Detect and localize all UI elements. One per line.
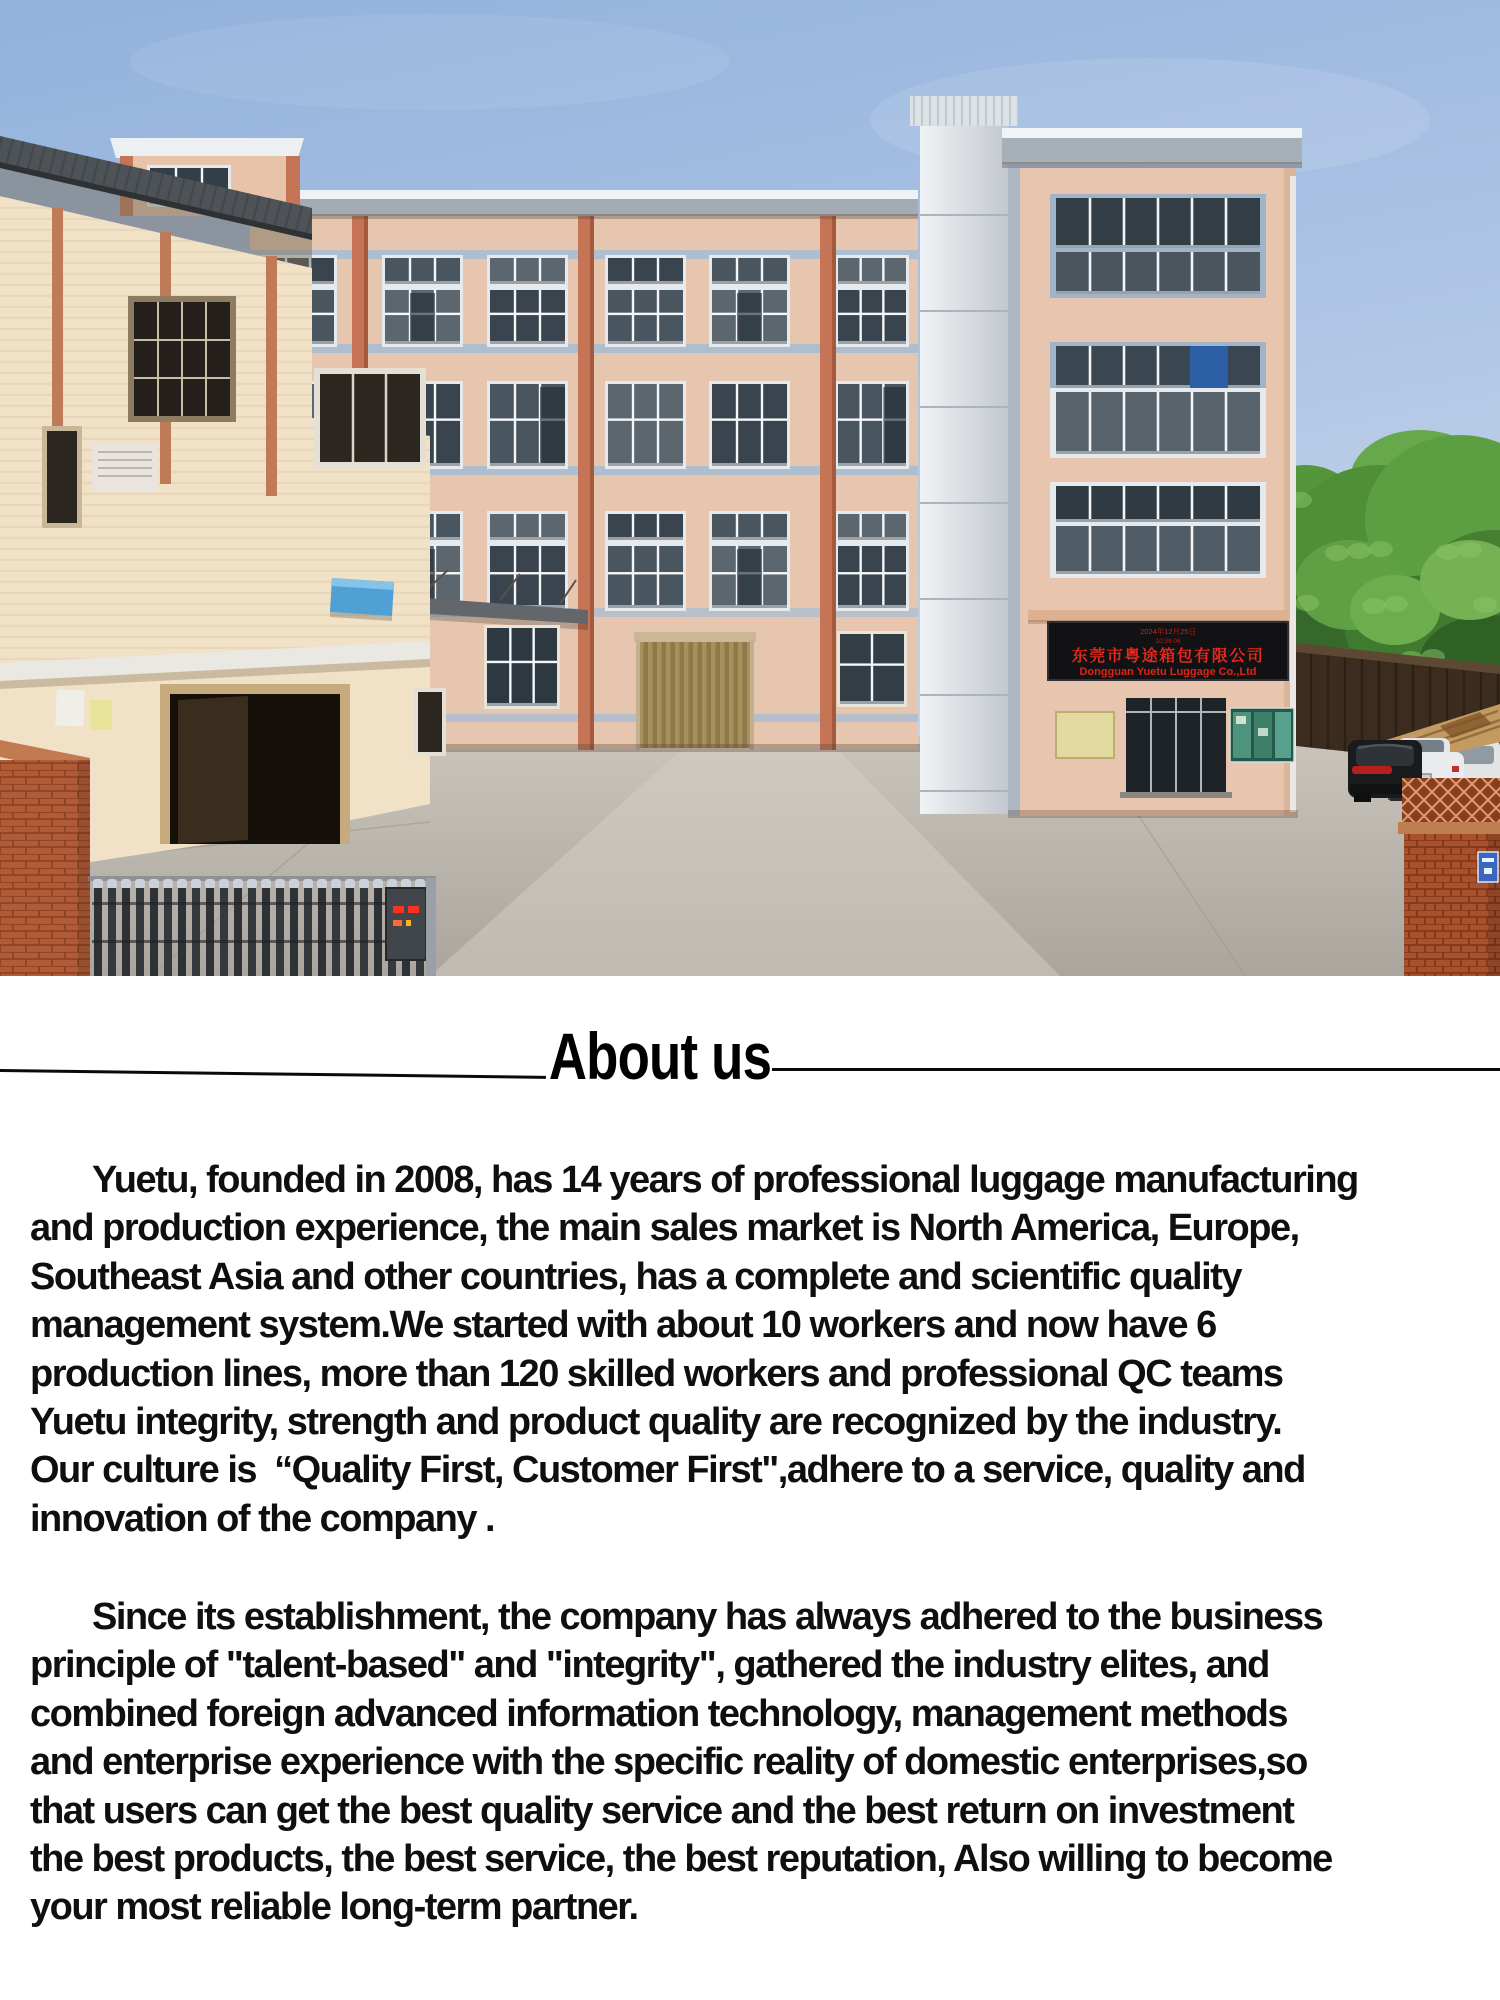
- paragraph-line: Yuetu, founded in 2008, has 14 years of professional luggage manufacturing: [92, 1159, 1358, 1201]
- office-tower: [1002, 128, 1302, 818]
- paragraph-line: the best products, the best service, the best reputation, Also willing to become: [30, 1838, 1332, 1881]
- poster-board: [1230, 708, 1294, 762]
- elevator-shaft: [910, 96, 1018, 814]
- annex-doorway: [160, 684, 350, 844]
- annex-small-windows: [414, 688, 446, 756]
- paragraph-line: Southeast Asia and other countries, has a complete and scientific quality: [30, 1255, 1241, 1298]
- divider-line-right: [772, 1068, 1500, 1071]
- factory-photo-svg: [0, 0, 1500, 976]
- brick-pillar-left: [0, 740, 90, 976]
- blue-awning: [330, 578, 394, 621]
- led-date-text: 2024年12月25日: [1140, 627, 1196, 636]
- paragraph-line: Since its establishment, the company has always adhered to the business: [92, 1596, 1323, 1638]
- led-company-name-en: Dongguan Yuetu Luggage Co.,Ltd: [1079, 666, 1257, 678]
- about-paragraph-2: [30, 1593, 1480, 1932]
- paragraph-line: and enterprise experience with the specific reality of domestic enterprises,so: [30, 1741, 1307, 1784]
- factory-photo: [0, 0, 1500, 976]
- notice-sign: [1056, 712, 1114, 758]
- paragraph-line: and production experience, the main sales market is North America, Europe,: [30, 1207, 1299, 1250]
- entrance-door: [1120, 698, 1232, 798]
- led-company-name-cn: 东莞市粤途箱包有限公司: [1071, 648, 1265, 665]
- paragraph-line: innovation of the company .: [30, 1497, 495, 1540]
- led-time-text: 10:38:06: [1155, 638, 1181, 645]
- paragraph-line: that users can get the best quality service and the best return on investment: [30, 1789, 1294, 1832]
- about-paragraph-1: [30, 1156, 1480, 1543]
- paragraph-line: production lines, more than 120 skilled workers and professional QC teams: [30, 1352, 1283, 1395]
- ac-unit: [92, 444, 158, 492]
- roller-shutter-door: [634, 632, 756, 750]
- led-sign: [1048, 622, 1288, 680]
- paragraph-line: Our culture is “Quality First, Customer First",adhere to a service, quality and: [30, 1449, 1305, 1492]
- gate-control-box: [386, 888, 426, 960]
- paragraph-line: management system.We started with about 10 workers and now have 6: [30, 1304, 1216, 1347]
- cloud: [130, 14, 730, 110]
- about-heading: About us: [548, 1019, 772, 1093]
- gate-pillar-sign: [1478, 852, 1498, 882]
- roof-parapet: [244, 190, 918, 219]
- brick-pillar-right: [1398, 778, 1500, 976]
- tower-windows: [1050, 194, 1266, 578]
- paragraph-line: combined foreign advanced information technology, management methods: [30, 1692, 1288, 1735]
- blue-window-pane: [1190, 346, 1228, 388]
- paragraph-line: your most reliable long-term partner.: [30, 1886, 638, 1929]
- paragraph-line: principle of "talent-based" and "integrity", gathered the industry elites, and: [30, 1644, 1269, 1687]
- paragraph-line: Yuetu integrity, strength and product quality are recognized by the industry.: [30, 1401, 1282, 1444]
